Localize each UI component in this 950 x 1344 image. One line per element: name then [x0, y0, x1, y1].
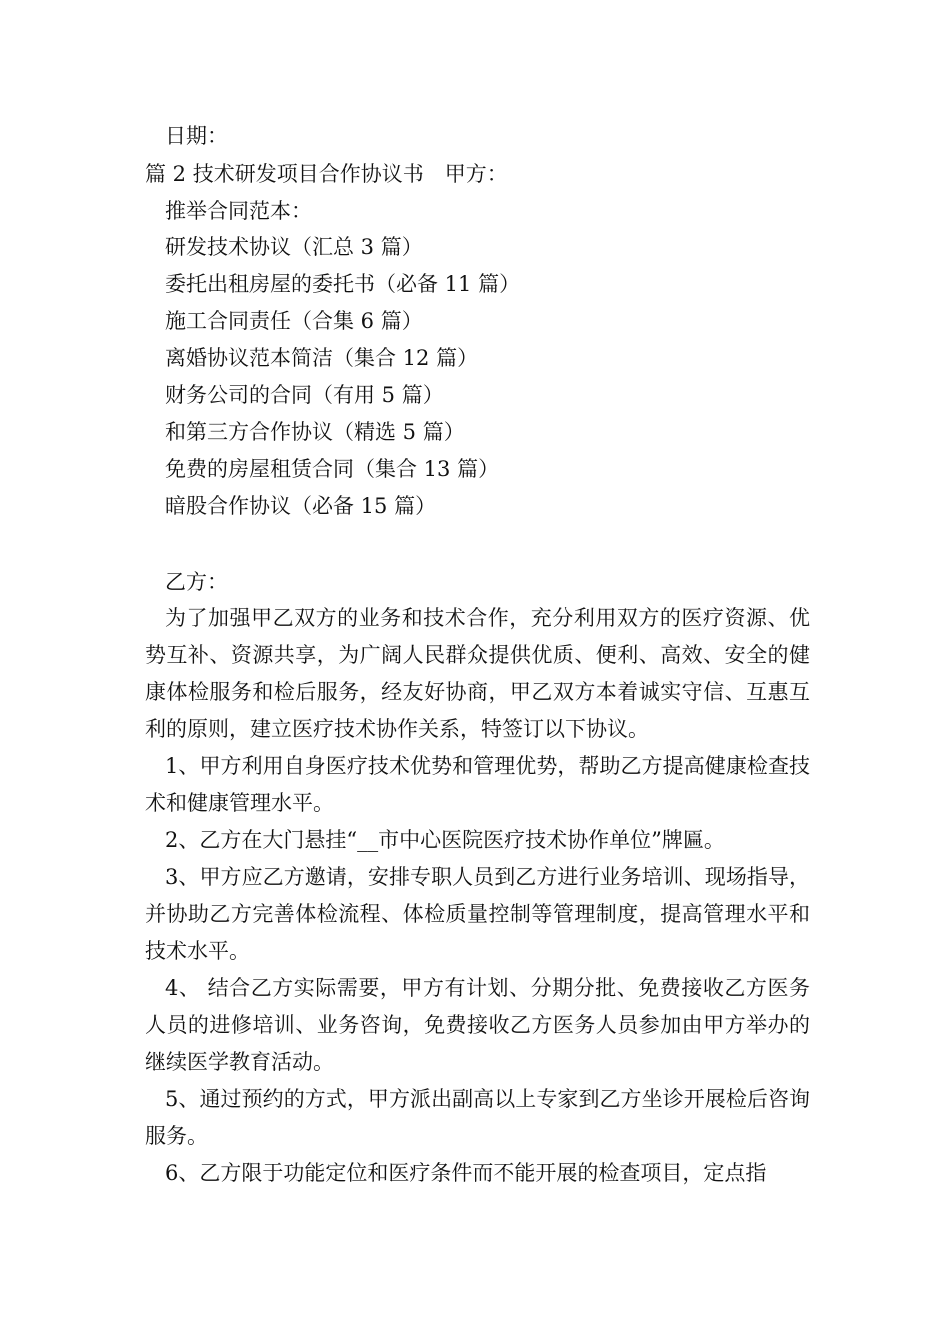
- recommend-item: 研发技术协议（汇总 3 篇）: [165, 235, 423, 259]
- intro-paragraph: 为了加强甲乙双方的业务和技术合作，充分利用双方的医疗资源、优势互补、资源共享，为广阔人民群众提供优质、便利、高效、安全的健康体检服务和检后服务，经友好协商，甲乙双方本着诚实守信、互惠互利的原则，建立医疗技术协作关系，特签订以下协议。: [145, 606, 810, 741]
- clause-3: 3、甲方应乙方邀请，安排专职人员到乙方进行业务培训、现场指导，并协助乙方完善体检流程、体检质量控制等管理制度，提高管理水平和技术水平。: [145, 865, 810, 963]
- recommend-item: 委托出租房屋的委托书（必备 11 篇）: [165, 272, 521, 296]
- recommend-item: 和第三方合作协议（精选 5 篇）: [165, 420, 465, 444]
- clause-5: 5、通过预约的方式，甲方派出副高以上专家到乙方坐诊开展检后咨询服务。: [145, 1087, 810, 1148]
- date-label: 日期：: [165, 124, 228, 148]
- clause-4: 4、 结合乙方实际需要，甲方有计划、分期分批、免费接收乙方医务人员的进修培训、业务咨询，免费接收乙方医务人员参加由甲方举办的继续医学教育活动。: [145, 976, 810, 1074]
- clause-2: 2、乙方在大门悬挂“__市中心医院医疗技术协作单位”牌匾。: [165, 828, 725, 852]
- recommend-item: 暗股合作协议（必备 15 篇）: [165, 494, 437, 518]
- section-title: 篇 2 技术研发项目合作协议书 甲方：: [145, 162, 508, 186]
- recommend-item: 财务公司的合同（有用 5 篇）: [165, 383, 444, 407]
- recommend-item: 离婚协议范本简洁（集合 12 篇）: [165, 346, 479, 370]
- clause-6: 6、乙方限于功能定位和医疗条件而不能开展的检查项目，定点指: [165, 1161, 767, 1185]
- recommend-item: 施工合同责任（合集 6 篇）: [165, 309, 423, 333]
- recommend-title: 推举合同范本：: [165, 199, 312, 223]
- recommend-item: 免费的房屋租赁合同（集合 13 篇）: [165, 457, 500, 481]
- clause-1: 1、甲方利用自身医疗技术优势和管理优势，帮助乙方提高健康检查技术和健康管理水平。: [145, 754, 810, 815]
- party-b-label: 乙方：: [165, 570, 228, 594]
